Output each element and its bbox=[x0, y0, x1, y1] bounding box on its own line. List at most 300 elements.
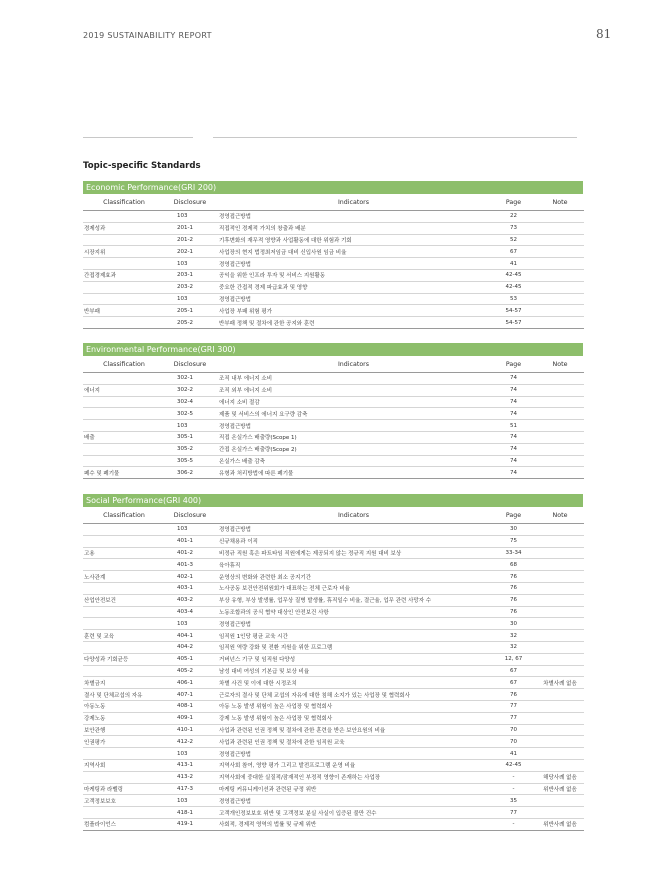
table-row bbox=[83, 630, 584, 642]
cell-page: 30 bbox=[491, 618, 536, 630]
cell-page: - bbox=[491, 818, 536, 830]
cell-disclosure: 405-1 bbox=[164, 653, 216, 665]
cell-indicator: 경영접근방법 bbox=[216, 293, 491, 305]
cell-note bbox=[536, 293, 584, 305]
col-disclosure: Disclosure bbox=[164, 356, 216, 373]
cell-note: 차별사례 없음 bbox=[536, 677, 584, 689]
cell-page: 75 bbox=[491, 535, 536, 547]
cell-indicator: 노사공동 보건안전위원회가 대표하는 전체 근로자 비율 bbox=[216, 582, 491, 594]
cell-indicator: 근로자의 결사 및 단체 교섭의 자유에 대한 침해 소지가 있는 사업장 및 협력회사 bbox=[216, 689, 491, 701]
table-row bbox=[83, 736, 584, 748]
cell-note bbox=[536, 795, 584, 807]
table-row bbox=[83, 547, 584, 559]
cell-indicator: 지역사회 참여, 영향 평가 그리고 발전프로그램 운영 비율 bbox=[216, 759, 491, 771]
cell-note: 해당사례 없음 bbox=[536, 771, 584, 783]
cell-note bbox=[536, 455, 584, 467]
cell-classification bbox=[83, 641, 164, 653]
cell-note bbox=[536, 305, 584, 317]
table-row bbox=[83, 677, 584, 689]
page-subtitle: Topic-specific Standards bbox=[83, 161, 201, 171]
cell-indicator: 직접적인 경제적 가치의 창출과 배분 bbox=[216, 222, 491, 234]
cell-classification: 고객정보보호 bbox=[83, 795, 164, 807]
cell-page: 67 bbox=[491, 665, 536, 677]
cell-disclosure: 103 bbox=[164, 795, 216, 807]
cell-note bbox=[536, 618, 584, 630]
cell-classification: 아동노동 bbox=[83, 700, 164, 712]
table-header-row bbox=[83, 507, 584, 524]
cell-classification: 인권평가 bbox=[83, 736, 164, 748]
page-number: 81 bbox=[596, 27, 612, 41]
cell-classification bbox=[83, 373, 164, 385]
col-page: Page bbox=[491, 507, 536, 524]
cell-page: - bbox=[491, 771, 536, 783]
cell-page: 74 bbox=[491, 396, 536, 408]
cell-classification: 마케팅과 라벨링 bbox=[83, 783, 164, 795]
table-row bbox=[83, 384, 584, 396]
cell-indicator: 임직원 역량 강화 및 전환 지원을 위한 프로그램 bbox=[216, 641, 491, 653]
table-row bbox=[83, 246, 584, 258]
cell-page: 12, 67 bbox=[491, 653, 536, 665]
cell-disclosure: 412-2 bbox=[164, 736, 216, 748]
cell-disclosure: 201-2 bbox=[164, 234, 216, 246]
cell-page: 76 bbox=[491, 582, 536, 594]
table-row bbox=[83, 665, 584, 677]
cell-indicator: 사업과 관련된 인권 정책 및 절차에 관한 훈련을 받은 보안요원의 비율 bbox=[216, 724, 491, 736]
cell-indicator: 반부패 정책 및 절차에 관한 공지와 훈련 bbox=[216, 317, 491, 329]
cell-classification: 강제노동 bbox=[83, 712, 164, 724]
cell-disclosure: 306-2 bbox=[164, 467, 216, 479]
cell-classification bbox=[83, 455, 164, 467]
cell-disclosure: 103 bbox=[164, 524, 216, 536]
col-indicators: Indicators bbox=[216, 356, 491, 373]
cell-indicator: 육아휴직 bbox=[216, 559, 491, 571]
cell-indicator: 사업장 부패 위험 평가 bbox=[216, 305, 491, 317]
table-row bbox=[83, 712, 584, 724]
cell-disclosure: 403-1 bbox=[164, 582, 216, 594]
cell-page: 74 bbox=[491, 467, 536, 479]
cell-classification bbox=[83, 258, 164, 270]
cell-page: 42-45 bbox=[491, 281, 536, 293]
cell-classification bbox=[83, 559, 164, 571]
table-row bbox=[83, 443, 584, 455]
cell-note bbox=[536, 222, 584, 234]
cell-classification: 배출 bbox=[83, 431, 164, 443]
cell-classification: 반부패 bbox=[83, 305, 164, 317]
table-row bbox=[83, 606, 584, 618]
environmental-section bbox=[83, 343, 583, 479]
cell-classification: 시장지위 bbox=[83, 246, 164, 258]
cell-indicator: 차별 사건 및 이에 대한 시정조치 bbox=[216, 677, 491, 689]
cell-note bbox=[536, 524, 584, 536]
table-row bbox=[83, 455, 584, 467]
cell-indicator: 중요한 간접적 경제 파급효과 및 영향 bbox=[216, 281, 491, 293]
cell-note bbox=[536, 443, 584, 455]
cell-classification bbox=[83, 234, 164, 246]
cell-indicator: 부상 유형, 부상 발생률, 업무상 질병 발생률, 휴직일수 비율, 결근율, 업무 관련 사망자 수 bbox=[216, 594, 491, 606]
cell-classification bbox=[83, 420, 164, 432]
cell-disclosure: 408-1 bbox=[164, 700, 216, 712]
table-row bbox=[83, 222, 584, 234]
cell-page: 77 bbox=[491, 700, 536, 712]
cell-note bbox=[536, 408, 584, 420]
table-row bbox=[83, 759, 584, 771]
cell-page: 35 bbox=[491, 795, 536, 807]
table-row bbox=[83, 559, 584, 571]
col-disclosure: Disclosure bbox=[164, 194, 216, 211]
cell-note bbox=[536, 724, 584, 736]
cell-classification bbox=[83, 396, 164, 408]
table-row bbox=[83, 211, 584, 223]
cell-indicator: 유형과 처리방법에 따른 폐기물 bbox=[216, 467, 491, 479]
cell-note bbox=[536, 467, 584, 479]
cell-indicator: 사업과 관련된 인권 정책 및 절차에 관한 임직원 교육 bbox=[216, 736, 491, 748]
cell-indicator: 사업장의 현지 법정최저임금 대비 신입사원 임금 비율 bbox=[216, 246, 491, 258]
cell-disclosure: 409-1 bbox=[164, 712, 216, 724]
cell-note bbox=[536, 547, 584, 559]
cell-disclosure: 305-1 bbox=[164, 431, 216, 443]
cell-page: 54-57 bbox=[491, 317, 536, 329]
cell-indicator: 경영접근방법 bbox=[216, 795, 491, 807]
table-header-row bbox=[83, 194, 584, 211]
table-row bbox=[83, 571, 584, 583]
table-row bbox=[83, 653, 584, 665]
cell-classification: 지역사회 bbox=[83, 759, 164, 771]
cell-note bbox=[536, 269, 584, 281]
cell-classification: 결사 및 단체교섭의 자유 bbox=[83, 689, 164, 701]
cell-classification bbox=[83, 524, 164, 536]
cell-page: 70 bbox=[491, 724, 536, 736]
cell-indicator: 공익을 위한 인프라 투자 및 서비스 지원활동 bbox=[216, 269, 491, 281]
economic-table bbox=[83, 194, 584, 329]
cell-classification: 차별금지 bbox=[83, 677, 164, 689]
table-row bbox=[83, 795, 584, 807]
cell-page: 52 bbox=[491, 234, 536, 246]
table-row bbox=[83, 467, 584, 479]
economic-section bbox=[83, 181, 583, 329]
cell-indicator: 경영접근방법 bbox=[216, 748, 491, 760]
cell-classification: 폐수 및 폐기물 bbox=[83, 467, 164, 479]
cell-page: 30 bbox=[491, 524, 536, 536]
section-title: Economic Performance(GRI 200) bbox=[83, 181, 583, 194]
col-page: Page bbox=[491, 356, 536, 373]
cell-disclosure: 418-1 bbox=[164, 807, 216, 819]
table-row bbox=[83, 305, 584, 317]
cell-classification bbox=[83, 293, 164, 305]
cell-disclosure: 302-5 bbox=[164, 408, 216, 420]
cell-disclosure: 410-1 bbox=[164, 724, 216, 736]
cell-note bbox=[536, 396, 584, 408]
cell-disclosure: 401-2 bbox=[164, 547, 216, 559]
cell-page: 42-45 bbox=[491, 269, 536, 281]
divider bbox=[213, 137, 577, 138]
cell-disclosure: 401-3 bbox=[164, 559, 216, 571]
cell-indicator: 비정규 직원 혹은 파트타임 직원에게는 제공되지 않는 정규직 지원 대비 보상 bbox=[216, 547, 491, 559]
table-row bbox=[83, 258, 584, 270]
table-row bbox=[83, 408, 584, 420]
cell-page: 73 bbox=[491, 222, 536, 234]
cell-disclosure: 302-1 bbox=[164, 373, 216, 385]
cell-indicator: 남성 대비 여성의 기본급 및 보상 비율 bbox=[216, 665, 491, 677]
cell-page: 70 bbox=[491, 736, 536, 748]
table-row bbox=[83, 641, 584, 653]
cell-indicator: 임직원 1인당 평균 교육 시간 bbox=[216, 630, 491, 642]
cell-disclosure: 413-2 bbox=[164, 771, 216, 783]
table-row bbox=[83, 234, 584, 246]
environmental-table bbox=[83, 356, 584, 479]
cell-disclosure: 305-5 bbox=[164, 455, 216, 467]
cell-note bbox=[536, 234, 584, 246]
cell-note bbox=[536, 559, 584, 571]
cell-note bbox=[536, 665, 584, 677]
col-page: Page bbox=[491, 194, 536, 211]
cell-classification: 훈련 및 교육 bbox=[83, 630, 164, 642]
table-row bbox=[83, 431, 584, 443]
cell-classification: 컴플라이언스 bbox=[83, 818, 164, 830]
cell-classification bbox=[83, 317, 164, 329]
cell-indicator: 기후변화의 재무적 영향과 사업활동에 대한 위험과 기회 bbox=[216, 234, 491, 246]
cell-indicator: 마케팅 커뮤니케이션과 관련된 규정 위반 bbox=[216, 783, 491, 795]
table-row bbox=[83, 396, 584, 408]
cell-page: 76 bbox=[491, 571, 536, 583]
cell-page: 74 bbox=[491, 373, 536, 385]
cell-indicator: 노동조합과의 공식 협약 대상인 안전보건 사항 bbox=[216, 606, 491, 618]
cell-page: 32 bbox=[491, 641, 536, 653]
cell-page: 76 bbox=[491, 594, 536, 606]
cell-disclosure: 302-4 bbox=[164, 396, 216, 408]
cell-disclosure: 103 bbox=[164, 211, 216, 223]
cell-disclosure: 203-2 bbox=[164, 281, 216, 293]
table-row bbox=[83, 807, 584, 819]
table-row bbox=[83, 748, 584, 760]
cell-note bbox=[536, 689, 584, 701]
cell-disclosure: 201-1 bbox=[164, 222, 216, 234]
cell-indicator: 운영상의 변화와 관련한 최소 공지기간 bbox=[216, 571, 491, 583]
cell-note: 위반사례 없음 bbox=[536, 818, 584, 830]
cell-page: 76 bbox=[491, 606, 536, 618]
cell-indicator: 경영접근방법 bbox=[216, 618, 491, 630]
cell-disclosure: 205-2 bbox=[164, 317, 216, 329]
col-note: Note bbox=[536, 507, 584, 524]
cell-classification bbox=[83, 408, 164, 420]
col-note: Note bbox=[536, 194, 584, 211]
cell-note bbox=[536, 211, 584, 223]
cell-indicator: 신규채용과 이직 bbox=[216, 535, 491, 547]
cell-page: 41 bbox=[491, 748, 536, 760]
cell-classification bbox=[83, 807, 164, 819]
table-row bbox=[83, 689, 584, 701]
cell-classification: 보안관행 bbox=[83, 724, 164, 736]
cell-note bbox=[536, 535, 584, 547]
cell-classification bbox=[83, 771, 164, 783]
cell-indicator: 온실가스 배출 감축 bbox=[216, 455, 491, 467]
social-section bbox=[83, 494, 583, 831]
cell-classification bbox=[83, 618, 164, 630]
cell-classification: 산업안전보건 bbox=[83, 594, 164, 606]
cell-disclosure: 103 bbox=[164, 748, 216, 760]
cell-indicator: 간접 온실가스 배출량(Scope 2) bbox=[216, 443, 491, 455]
cell-page: 67 bbox=[491, 677, 536, 689]
cell-disclosure: 202-1 bbox=[164, 246, 216, 258]
cell-disclosure: 205-1 bbox=[164, 305, 216, 317]
cell-page: 32 bbox=[491, 630, 536, 642]
section-title: Environmental Performance(GRI 300) bbox=[83, 343, 583, 356]
cell-classification bbox=[83, 535, 164, 547]
cell-indicator: 아동 노동 발생 위험이 높은 사업장 및 협력회사 bbox=[216, 700, 491, 712]
divider bbox=[83, 137, 193, 138]
table-row bbox=[83, 535, 584, 547]
table-row bbox=[83, 420, 584, 432]
cell-page: 68 bbox=[491, 559, 536, 571]
cell-page: 22 bbox=[491, 211, 536, 223]
cell-note bbox=[536, 641, 584, 653]
cell-disclosure: 404-2 bbox=[164, 641, 216, 653]
cell-disclosure: 103 bbox=[164, 293, 216, 305]
section-title: Social Performance(GRI 400) bbox=[83, 494, 583, 507]
col-classification: Classification bbox=[83, 356, 164, 373]
cell-note bbox=[536, 759, 584, 771]
cell-note bbox=[536, 317, 584, 329]
cell-note bbox=[536, 700, 584, 712]
cell-page: 51 bbox=[491, 420, 536, 432]
table-row bbox=[83, 524, 584, 536]
cell-note bbox=[536, 258, 584, 270]
cell-page: 74 bbox=[491, 431, 536, 443]
cell-note bbox=[536, 582, 584, 594]
cell-classification bbox=[83, 606, 164, 618]
cell-indicator: 경영접근방법 bbox=[216, 211, 491, 223]
cell-indicator: 사회적, 경제적 영역의 법률 및 규제 위반 bbox=[216, 818, 491, 830]
cell-page: 33-34 bbox=[491, 547, 536, 559]
cell-indicator: 경영접근방법 bbox=[216, 524, 491, 536]
cell-page: 76 bbox=[491, 689, 536, 701]
table-row bbox=[83, 818, 584, 830]
cell-page: 41 bbox=[491, 258, 536, 270]
cell-note bbox=[536, 281, 584, 293]
table-row bbox=[83, 783, 584, 795]
cell-indicator: 경영접근방법 bbox=[216, 420, 491, 432]
cell-disclosure: 103 bbox=[164, 618, 216, 630]
cell-note bbox=[536, 630, 584, 642]
cell-indicator: 에너지 소비 절감 bbox=[216, 396, 491, 408]
col-note: Note bbox=[536, 356, 584, 373]
table-row bbox=[83, 700, 584, 712]
cell-disclosure: 402-1 bbox=[164, 571, 216, 583]
cell-note bbox=[536, 431, 584, 443]
cell-classification bbox=[83, 211, 164, 223]
cell-note bbox=[536, 246, 584, 258]
col-indicators: Indicators bbox=[216, 507, 491, 524]
table-row bbox=[83, 594, 584, 606]
table-row bbox=[83, 281, 584, 293]
cell-page: 77 bbox=[491, 807, 536, 819]
cell-classification: 고용 bbox=[83, 547, 164, 559]
cell-indicator: 경영접근방법 bbox=[216, 258, 491, 270]
cell-note bbox=[536, 712, 584, 724]
cell-disclosure: 419-1 bbox=[164, 818, 216, 830]
cell-page: 74 bbox=[491, 384, 536, 396]
cell-classification: 경제성과 bbox=[83, 222, 164, 234]
cell-note bbox=[536, 571, 584, 583]
cell-page: 53 bbox=[491, 293, 536, 305]
cell-indicator: 거버넌스 기구 및 임직원 다양성 bbox=[216, 653, 491, 665]
col-classification: Classification bbox=[83, 507, 164, 524]
cell-page: 67 bbox=[491, 246, 536, 258]
cell-indicator: 직접 온실가스 배출량(Scope 1) bbox=[216, 431, 491, 443]
table-header-row bbox=[83, 356, 584, 373]
col-disclosure: Disclosure bbox=[164, 507, 216, 524]
cell-page: 74 bbox=[491, 408, 536, 420]
cell-indicator: 조직 외부 에너지 소비 bbox=[216, 384, 491, 396]
table-row bbox=[83, 771, 584, 783]
social-table bbox=[83, 507, 584, 831]
table-row bbox=[83, 317, 584, 329]
cell-note bbox=[536, 594, 584, 606]
cell-indicator: 조직 내부 에너지 소비 bbox=[216, 373, 491, 385]
cell-disclosure: 203-1 bbox=[164, 269, 216, 281]
cell-note bbox=[536, 384, 584, 396]
table-row bbox=[83, 269, 584, 281]
cell-page: 54-57 bbox=[491, 305, 536, 317]
cell-page: - bbox=[491, 783, 536, 795]
cell-disclosure: 103 bbox=[164, 258, 216, 270]
table-row bbox=[83, 618, 584, 630]
cell-classification: 다양성과 기회균등 bbox=[83, 653, 164, 665]
col-classification: Classification bbox=[83, 194, 164, 211]
report-title: 2019 SUSTAINABILITY REPORT bbox=[83, 31, 212, 40]
cell-page: 74 bbox=[491, 443, 536, 455]
cell-classification: 노사관계 bbox=[83, 571, 164, 583]
cell-note bbox=[536, 606, 584, 618]
cell-note bbox=[536, 653, 584, 665]
cell-note bbox=[536, 748, 584, 760]
cell-classification bbox=[83, 582, 164, 594]
cell-note bbox=[536, 420, 584, 432]
cell-indicator: 지역사회에 중대한 실질적/잠재적인 부정적 영향이 존재하는 사업장 bbox=[216, 771, 491, 783]
cell-page: 77 bbox=[491, 712, 536, 724]
cell-note: 위반사례 없음 bbox=[536, 783, 584, 795]
cell-classification bbox=[83, 665, 164, 677]
cell-indicator: 강제 노동 발생 위험이 높은 사업장 및 협력회사 bbox=[216, 712, 491, 724]
table-row bbox=[83, 293, 584, 305]
cell-indicator: 고객개인정보보호 위반 및 고객정보 분실 사실이 입증된 불만 건수 bbox=[216, 807, 491, 819]
table-row bbox=[83, 724, 584, 736]
cell-classification bbox=[83, 281, 164, 293]
cell-disclosure: 403-2 bbox=[164, 594, 216, 606]
cell-note bbox=[536, 373, 584, 385]
cell-disclosure: 417-3 bbox=[164, 783, 216, 795]
cell-page: 74 bbox=[491, 455, 536, 467]
cell-disclosure: 406-1 bbox=[164, 677, 216, 689]
cell-note bbox=[536, 736, 584, 748]
cell-disclosure: 302-2 bbox=[164, 384, 216, 396]
col-indicators: Indicators bbox=[216, 194, 491, 211]
cell-classification bbox=[83, 748, 164, 760]
cell-page: 42-45 bbox=[491, 759, 536, 771]
cell-disclosure: 407-1 bbox=[164, 689, 216, 701]
cell-disclosure: 401-1 bbox=[164, 535, 216, 547]
cell-disclosure: 413-1 bbox=[164, 759, 216, 771]
cell-note bbox=[536, 807, 584, 819]
table-row bbox=[83, 373, 584, 385]
cell-classification: 간접경제효과 bbox=[83, 269, 164, 281]
cell-indicator: 제품 및 서비스의 에너지 요구량 감축 bbox=[216, 408, 491, 420]
cell-disclosure: 405-2 bbox=[164, 665, 216, 677]
cell-classification: 에너지 bbox=[83, 384, 164, 396]
cell-disclosure: 305-2 bbox=[164, 443, 216, 455]
cell-disclosure: 404-1 bbox=[164, 630, 216, 642]
cell-classification bbox=[83, 443, 164, 455]
table-row bbox=[83, 582, 584, 594]
